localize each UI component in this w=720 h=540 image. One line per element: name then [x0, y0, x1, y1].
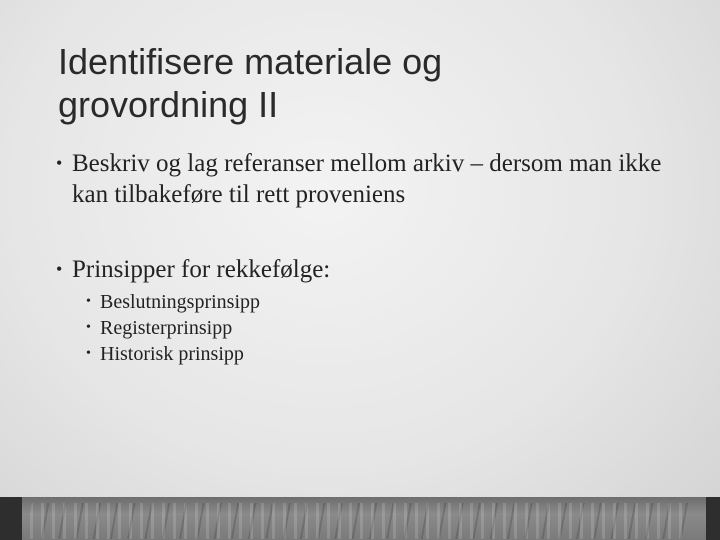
- bullet-item: [56, 254, 696, 285]
- strip-texture: [30, 503, 690, 539]
- slide-title: Identifisere materiale og grovordning II: [58, 41, 443, 125]
- strip-frame-left: [0, 497, 22, 540]
- sub-bullet-text: Registerprinsipp: [100, 317, 233, 339]
- sub-bullet-text: Historisk prinsipp: [100, 343, 244, 365]
- bullet-item: [56, 148, 696, 210]
- bullet-text: Beskriv og lag referanser mellom arkiv – dersom man ikke kan tilbakeføre til rett proveniens: [72, 150, 662, 208]
- bullet-dot-icon: •: [86, 346, 91, 361]
- bullet-text: Prinsipper for rekkefølge:: [72, 256, 331, 283]
- bullet-dot-icon: •: [56, 153, 63, 173]
- sub-bullet-list: [86, 289, 696, 367]
- sub-bullet-item: [86, 341, 696, 367]
- bullet-dot-icon: •: [86, 294, 91, 309]
- sub-bullet-text: Beslutningsprinsipp: [100, 291, 261, 313]
- decorative-photo-strip: [0, 497, 720, 540]
- sub-bullet-item: [86, 315, 696, 341]
- bullet-dot-icon: •: [56, 259, 63, 279]
- sub-bullet-item: [86, 289, 696, 315]
- bullet-list: [56, 148, 696, 367]
- bullet-dot-icon: •: [86, 320, 91, 335]
- strip-frame-right: [706, 497, 720, 540]
